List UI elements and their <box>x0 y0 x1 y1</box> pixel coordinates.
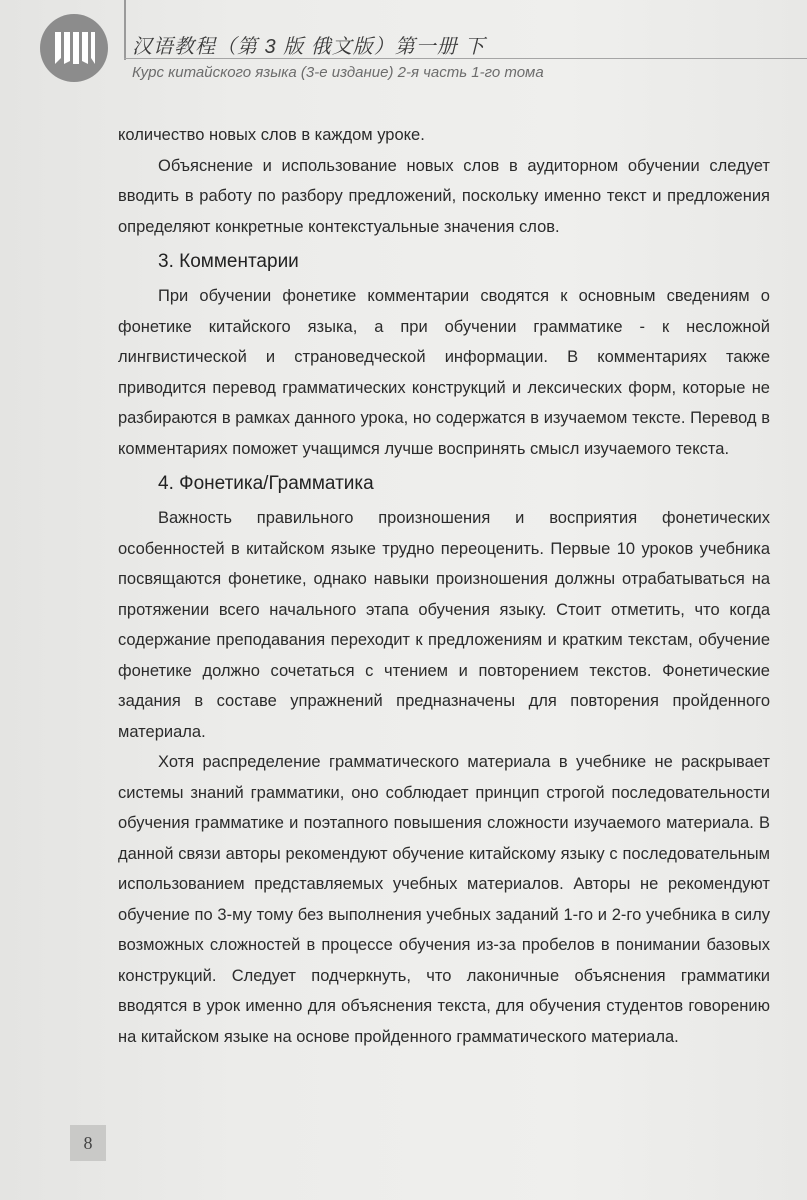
paragraph-grammar: Хотя распределение грамматического материала в учебнике не раскрывает системы знаний грамматики, оно соблюдает принцип строгой последовательности обучения грамматике и поэтапного повышения сложности изучаемого материала. В данной связи авторы рекомендуют обучение китайскому языку с последовательным использованием представляемых учебных материалов. Авторы не рекомендуют обучение по 3-му тому без выполнения учебных заданий 1-го и 2-го учебника в силу возможных сложностей в процессе обучения из-за пробелов в понимании базовых конструкций. Следует подчеркнуть, что лаконичные объяснения грамматики вводятся в урок именно для объяснения текста, для обучения студентов говорению на китайском языке на основе пройденного грамматического материала. <box>118 753 770 1046</box>
header-title-russian: Курс китайского языка (3-е издание) 2-я часть 1-го тома <box>132 64 544 81</box>
header-title-chinese: 汉语教程（第 3 版 俄文版）第一册 下 <box>132 36 486 58</box>
header-vertical-rule <box>124 0 126 60</box>
section-heading-comments: 3. Комментарии <box>158 251 299 272</box>
page-content <box>118 120 770 1052</box>
paragraph-continued: количество новых слов в каждом уроке. <box>118 126 425 144</box>
paragraph-phonetics: Важность правильного произношения и восприятия фонетических особенностей в китайском языке трудно переоценить. Первые 10 уроков учебника посвящаются фонетике, однако навыки произношения должны отрабатываться на протяжении всего начального этапа обучения языку. Стоит отметить, что когда содержание преподавания переходит к предложениям и кратким текстам, обучение фонетике должно сочетаться с чтением и повторением текстов. Фонетические задания в составе упражнений предназначены для повторения пройденного материала. <box>118 509 770 741</box>
page-number: 8 <box>70 1125 106 1161</box>
paragraph-new-words: Объяснение и использование новых слов в аудиторном обучении следует вводить в работу по разбору предложений, поскольку именно текст и предложения определяют конкретные контекстуальные значения слов. <box>118 156 770 236</box>
paragraph-comments: При обучении фонетике комментарии сводятся к основным сведениям о фонетике китайского языка, а при обучении грамматике - к несложной лингвистической и страноведческой информации. В комментариях также приводится перевод грамматических конструкций и лексических форм, которые не разбираются в рамках данного урока, но содержатся в изучаемом тексте. Перевод в комментариях поможет учащимся лучше воспринять смысл изучаемого текста. <box>118 287 770 458</box>
section-heading-phonetics-grammar: 4. Фонетика/Грамматика <box>158 473 374 494</box>
book-logo-icon <box>40 14 108 82</box>
